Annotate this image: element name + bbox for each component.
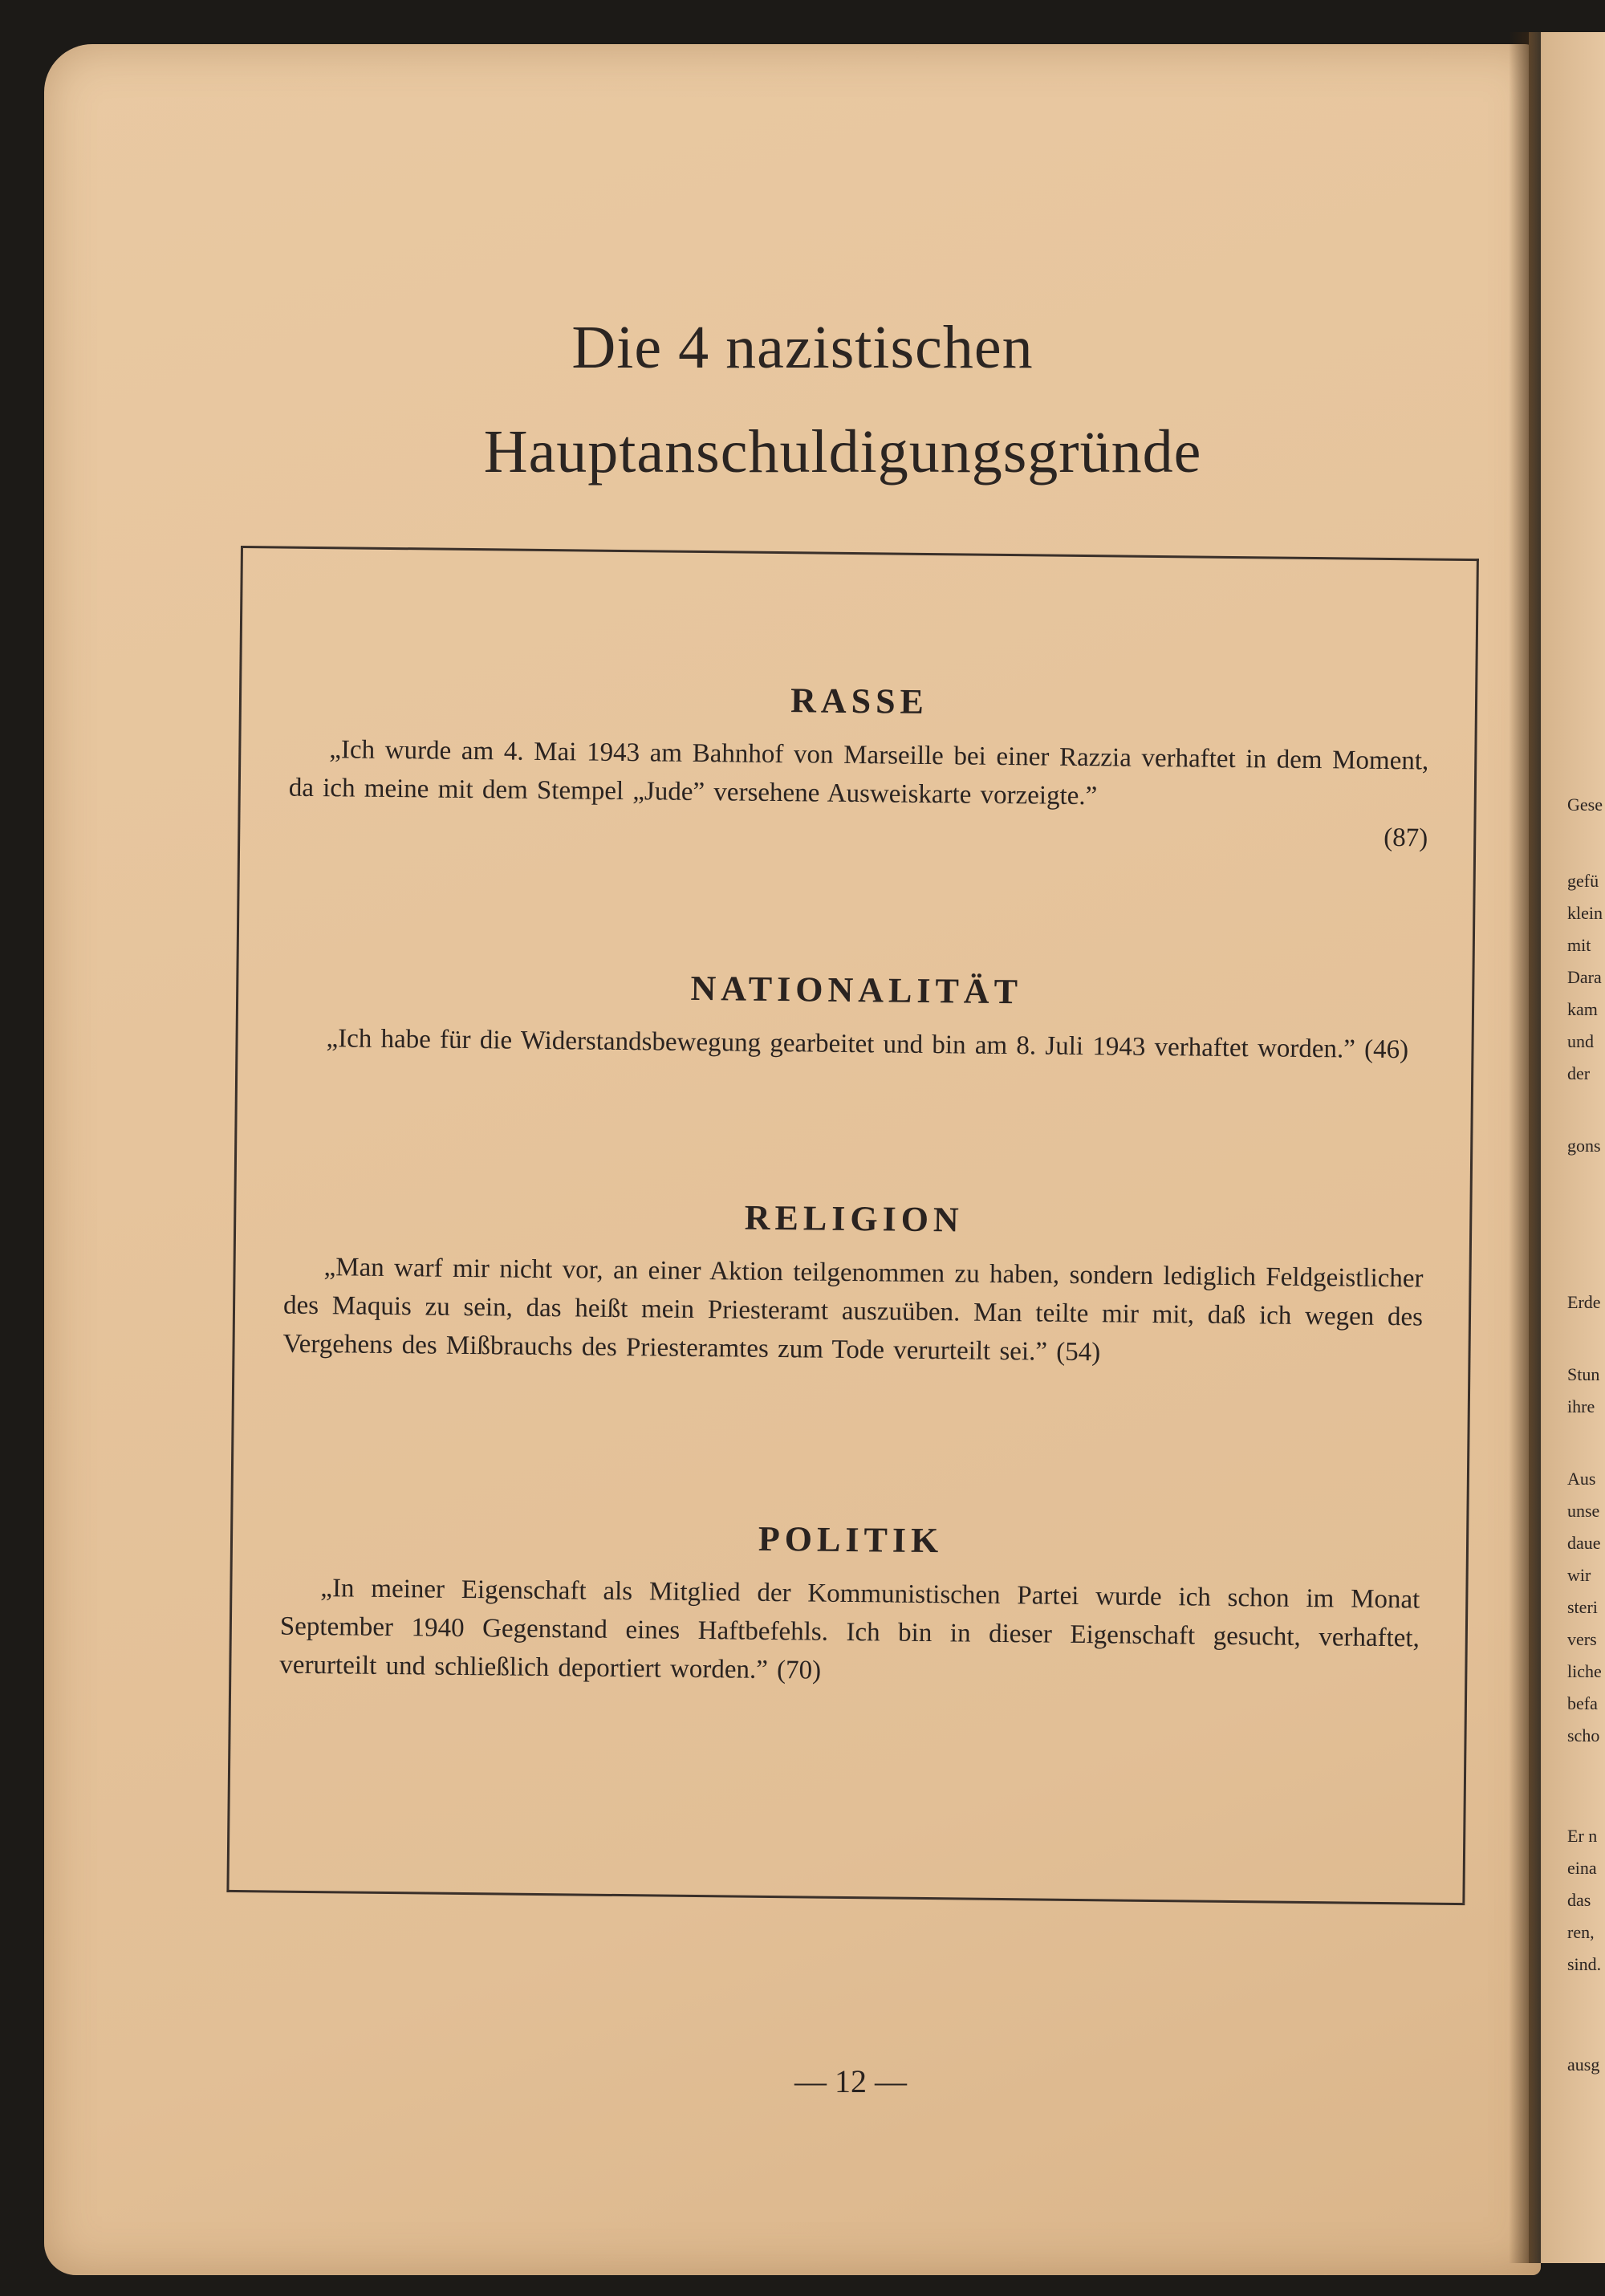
page-number: — 12 — (794, 2063, 907, 2099)
section-quote: „In meiner Eigenschaft als Mitglied der Kommunistischen Partei wurde ich schon im Monat September 1940 Gegenstand eines Haftbefehls. Ich bin in dieser Eigenschaft gesucht, verhaftet, verurteilt und schließlich deportiert worden.” (70) (279, 1574, 1420, 1685)
section-rasse (288, 675, 1429, 854)
facing-page-fragment: unse (1567, 1501, 1600, 1521)
quotes-frame (226, 546, 1478, 1905)
section-politik (279, 1514, 1420, 1697)
facing-page-fragment: liche (1567, 1661, 1602, 1681)
facing-page-fragment: scho (1567, 1725, 1600, 1745)
facing-page-fragment: befa (1567, 1693, 1598, 1713)
section-heading: NATIONALITÄT (690, 968, 1023, 1012)
facing-page-fragment: vers (1567, 1629, 1597, 1649)
section-heading: RELIGION (744, 1197, 964, 1240)
section-heading: POLITIK (758, 1518, 944, 1561)
section-heading: RASSE (790, 681, 929, 721)
facing-page-fragment: ausg (1567, 2054, 1600, 2075)
facing-page-fragment: mit (1567, 935, 1591, 955)
facing-page-fragment: eina (1567, 1858, 1597, 1878)
facing-page-fragment: Er n (1567, 1826, 1598, 1846)
facing-page-fragment: kam (1567, 999, 1598, 1019)
section-nationalitaet (286, 964, 1426, 1070)
facing-page-fragment: Erde (1567, 1292, 1601, 1312)
facing-page-fragment: gefü (1567, 871, 1599, 891)
facing-page-fragment: klein (1567, 903, 1603, 923)
section-quote: „Man warf mir nicht vor, an einer Aktion teilgenommen zu haben, sondern lediglich Feldgeistlicher des Maquis zu sein, das heißt mein Priesteramt auszuüben. Man teilte mir mit, daß ich wegen des Vergehens des Mißbrauchs des Priesteramtes zum Tode verurteilt sei.” (54) (282, 1253, 1424, 1367)
facing-page-fragment: gons (1567, 1136, 1601, 1156)
section-quote: „Ich wurde am 4. Mai 1943 am Bahnhof von Marseille bei einer Razzia verhaftet in dem Moment, da ich meine mit dem Stempel „Jude” versehene Ausweiskarte vorzeigte.” (288, 735, 1429, 811)
section-quote: „Ich habe für die Widerstandsbewegung gearbeitet und bin am 8. Juli 1943 verhaftet worden.” (46) (326, 1024, 1409, 1065)
facing-page-fragment: der (1567, 1063, 1591, 1083)
facing-page-fragment: Gese (1567, 794, 1603, 815)
facing-page-fragment: das (1567, 1890, 1591, 1910)
facing-page-fragment: steri (1567, 1597, 1598, 1617)
page-title-line-2: Hauptanschuldigungsgründe (483, 418, 1202, 486)
facing-page-fragment: sind. (1567, 1954, 1602, 1974)
facing-page-fragment: Stun (1567, 1364, 1600, 1384)
book-spine-shadow (1509, 32, 1541, 2263)
facing-page-fragment: wir (1567, 1565, 1591, 1585)
section-religion (282, 1193, 1424, 1376)
facing-page-fragment: und (1567, 1031, 1594, 1051)
page-title-line-1: Die 4 nazistischen (571, 314, 1034, 381)
facing-page-fragment: Aus (1567, 1469, 1596, 1489)
facing-page-fragment: ren, (1567, 1922, 1595, 1942)
quote-reference: (87) (1384, 823, 1428, 853)
facing-page-fragment: daue (1567, 1533, 1601, 1553)
facing-page-fragment: ihre (1567, 1396, 1595, 1416)
facing-page-fragment: Dara (1567, 967, 1602, 987)
